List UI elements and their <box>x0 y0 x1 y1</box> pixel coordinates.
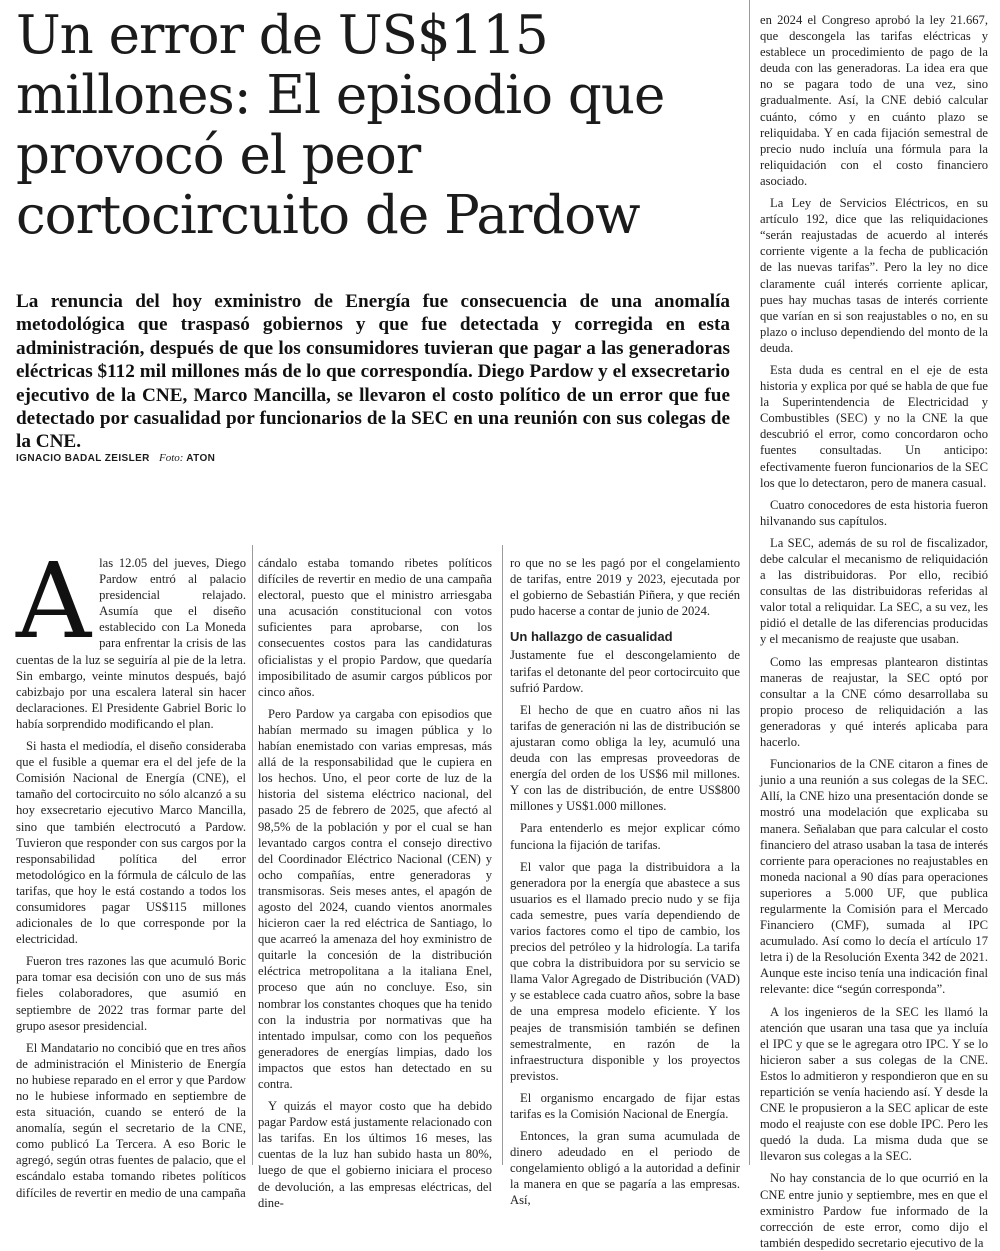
column-divider <box>502 545 503 1165</box>
paragraph: en 2024 el Congreso aprobó la ley 21.667, que descongela las tarifas eléctricas y establece un procedimiento de pago de la deuda con las generadoras. La idea era que no se pagara todo de una vez, sino gradualmente. Así, la CNE debió calcular cuánto, cómo y en cuánto plazo se reliquidaba. Y en cada fijación semestral de precio nudo incluía una fórmula para la reliquidación con el costo financiero asociado. <box>760 13 988 188</box>
column-divider <box>749 0 750 1165</box>
paragraph: A los ingenieros de la SEC les llamó la atención que usaran una tasa que ya incluía el IPC y que se le agregara otro IPC. Y se lo hicieron saber a sus colegas de la CNE. Estos lo admitieron y respondieron que en su repartición se venía haciendo así. Y desde la CNE le propusieron a la SEC aplicar de este modo el reajuste con ese doble IPC. Pero les quedó la duda. La misma duda que se llevaron sus colegas a la SEC. <box>760 1004 988 1164</box>
headline: Un error de US$115 millones: El episodio que provocó el peor cortocircuito de Pardow <box>16 5 665 246</box>
paragraph: El Mandatario no concibió que en tres años de administración el Ministerio de Energía no hubiese reparado en el error y que Pardow no le hubiese informado en septiembre de esta situación, cuando se enteró de la anomalía, según el secretario de la CNE, como publicó La Tercera. A eso Boric le agregó, según otras fuentes de palacio, que el escándalo estaba tomando ribetes políticos difíciles de revertir en medio de una campaña <box>16 1040 246 1200</box>
paragraph: Y quizás el mayor costo que ha debido pagar Pardow está justamente relacionado con las tarifas. En los últimos 16 meses, las cuentas de la luz han subido hasta un 80%, luego de que el gobierno iniciara el proceso de devolución, a las empresas eléctricas, del dine- <box>258 1099 492 1210</box>
paragraph: La SEC, además de su rol de fiscalizador, debe calcular el mecanismo de reliquidación a las distribuidoras. Por ello, recibió consultas de las distribuidoras referidas al valor total a reliquidar. La SEC, a su vez, les pidió el detalle de las diferencias producidas y el mecanismo de reajuste que usaban. <box>760 535 988 647</box>
byline <box>16 452 215 464</box>
paragraph: Cuatro conocedores de esta historia fueron hilvanando sus capítulos. <box>760 497 988 528</box>
paragraph: El organismo encargado de fijar estas tarifas es la Comisión Nacional de Energía. <box>510 1090 740 1121</box>
paragraph: La Ley de Servicios Eléctricos, en su artículo 192, dice que las reliquidaciones “serán reajustadas de acuerdo al interés corriente vigente a la fecha de publicación de las nuevas tarifas”. Pero la ley no dice claramente cuál interés corriente aplicar, pues hay muchas tasas de interés corriente que varían en si son reajustables o no, en su plazo o incluso dependiendo del monto de la deuda. <box>760 196 988 355</box>
paragraph: Justamente fue el descongelamiento de tarifas el detonante del peor cortocircuito que sufrió Pardow. <box>510 648 740 695</box>
paragraph: Pero Pardow ya cargaba con episodios que habían mermado su imagen pública y lo habían enemistado con varias empresas, más allá de la responsabilidad que le cupiera en los hechos. Uno, el peor corte de luz de la historia del sistema eléctrico nacional, del pasado 25 de febrero de 2025, que afectó al 98,5% de la población y por el cual se han levantado cargos contra el consejo directivo del Coordinador Eléctrico Nacional (CEN) y ocho compañías, entre generadoras y transmisoras. Seis meses antes, el apagón de agosto del 2024, cuando vientos anormales hicieron caer la red eléctrica de Santiago, lo que acarreó la amenaza del hoy exministro de quitarle la concesión de la distribución eléctrica metropolitana a la italiana Enel, proceso que aún no concluye. Eso, sin nombrar los constantes choques que ha tenido con la industria por normativas que ha intentado impulsar, como con los pequeños generadores de energías limpias, dado los impactos que estos han detectado en su contra. <box>258 706 492 1091</box>
photo-credit-label: Foto: <box>158 452 184 464</box>
paragraph: El hecho de que en cuatro años ni las tarifas de generación ni las de distribución se ajustaran como obliga la ley, acumuló una deuda con las empresas proveedoras de energía del orden de los US$6 mil millones. Y con las de distribución, de entre US$800 millones y US$1.000 millones. <box>510 702 740 814</box>
body-column-1 <box>16 540 246 1200</box>
subheading: Un hallazgo de casualidad <box>510 629 673 645</box>
dek: La renuncia del hoy exministro de Energía fue consecuencia de una anomalía metodológica que traspasó gobiernos y que fue detectada y corregida en esta administración, después de que los consumidores tuvieran que pagar a las generadoras eléctricas $112 mil millones más de lo que correspondía. Diego Pardow y el exsecretario ejecutivo de la CNE, Marco Mancilla, se llevaron el costo político de un error que fue detectado por casualidad por funcionarios de la SEC en una reunión con sus colegas de la CNE. <box>16 291 730 453</box>
photo-credit-agency: ATON <box>186 453 216 464</box>
paragraph: Entonces, la gran suma acumulada de dinero adeudado en el periodo de congelamiento obligó a la autoridad a definir la manera en que se pagaría a las empresas. Así, <box>510 1129 740 1208</box>
column-divider <box>252 545 253 1165</box>
paragraph: Fueron tres razones las que acumuló Boric para tomar esa decisión con uno de sus más fieles colaboradores, que asumió en septiembre de 2022 tras formar parte del grupo asesor presidencial. <box>16 954 246 1033</box>
paragraph: No hay constancia de lo que ocurrió en la CNE entre junio y septiembre, mes en que el exministro Pardow fue informado de la corrección de este error, como dijo el también despedido secretario ejecutivo de la <box>760 1171 988 1250</box>
body-column-2 <box>258 555 492 1210</box>
body-column-4 <box>760 12 988 1250</box>
author-name: IGNACIO BADAL ZEISLER <box>16 453 150 464</box>
paragraph: Esta duda es central en el eje de esta historia y explica por qué se habla de que fue la Superintendencia de Electricidad y Combustibles (SEC) y no la CNE la que descubrió el error, como concordaron ocho fuentes consultadas. Un anticipo: efectivamente fueron funcionarios de la SEC los que lo detectaron, pero de manera casual. <box>760 362 988 490</box>
paragraph: Alas 12.05 del jueves, Diego Pardow entró al palacio presidencial relajado. Asumía que el diseño establecido con La Moneda para enfrentar la crisis de las cuentas de la luz se seguiría al pie de la letra. Sin embargo, veinte minutos después, bajó cabizbajo por una escalera lateral sin hacer declaraciones. El Presidente Gabriel Boric lo había sorprendido modificando el plan. <box>16 540 246 731</box>
body-column-3 <box>510 555 740 1208</box>
drop-cap: A <box>16 540 92 662</box>
paragraph: Para entenderlo es mejor explicar cómo funciona la fijación de tarifas. <box>510 821 740 852</box>
paragraph: cándalo estaba tomando ribetes políticos difíciles de revertir en medio de una campaña electoral, puesto que el ministro arriesgaba una acusación constitucional con votos suficientes para aprobarse, con los consecuentes costos para las candidaturas oficialistas y el propio Pardow, que quedaría imposibilitado de asumir cargos públicos por cinco años. <box>258 556 492 699</box>
paragraph: El valor que paga la distribuidora a la generadora por la energía que abastece a sus usuarios es el llamado precio nudo y se fija cada semestre, pues varía dependiendo de varios factores como el tipo de cambio, los precios del petróleo y la hidrología. La tarifa que cobra la distribuidora por su servicio se llama Valor Agregado de Distribución (VAD) y se establece cada cuatro años, sobre la base de una empresa modelo eficiente. Y los peajes de transmisión también se definen semestralmente, en razón de la infraestructura disponible y los proyectos previstos. <box>510 859 740 1083</box>
paragraph: Si hasta el mediodía, el diseño consideraba que el fusible a quemar era el del jefe de la Comisión Nacional de Energía (CNE), el tamaño del cortocircuito no sólo alcanzó a su hoy exsecretario ejecutivo Marco Mancilla, sino que también electrocutó a Pardow. Tuvieron que responder con sus cargos por la responsabilidad política del error metodológico en la fórmula de cálculo de las tarifas, que hoy le está costando a todos los consumidores pagar US$115 millones adicionales de lo que corresponde por la electricidad. <box>16 739 246 947</box>
paragraph: ro que no se les pagó por el congelamiento de tarifas, entre 2019 y 2023, ejecutada por el gobierno de Sebastián Piñera, y que recién pudo hacerse a contar de junio de 2024. <box>510 556 740 619</box>
paragraph: Como las empresas plantearon distintas maneras de reajustar, la SEC optó por consultar a la CNE cómo desarrollaba su propio proceso de reliquidación a las generadoras y qué interés aplicaba para hacerlo. <box>760 654 988 750</box>
paragraph: Funcionarios de la CNE citaron a fines de junio a una reunión a sus colegas de la SEC. Allí, la CNE hizo una presentación donde se mostró una modelación que explicaba su manera. Señalaban que para calcular el costo financiero del atraso usaban la tasa de interés corriente para operaciones no reajustables en moneda nacional a 90 días para operaciones superiores a 5.000 UF, que publica regularmente la Comisión para el Mercado Financiero (CMF), sumada al IPC acumulado. Así como lo decía el artículo 17 letra i) de la Resolución Exenta 342 de 2021. Aunque este inciso tenía una indicación final relevante: dice “según corresponda”. <box>760 757 988 997</box>
